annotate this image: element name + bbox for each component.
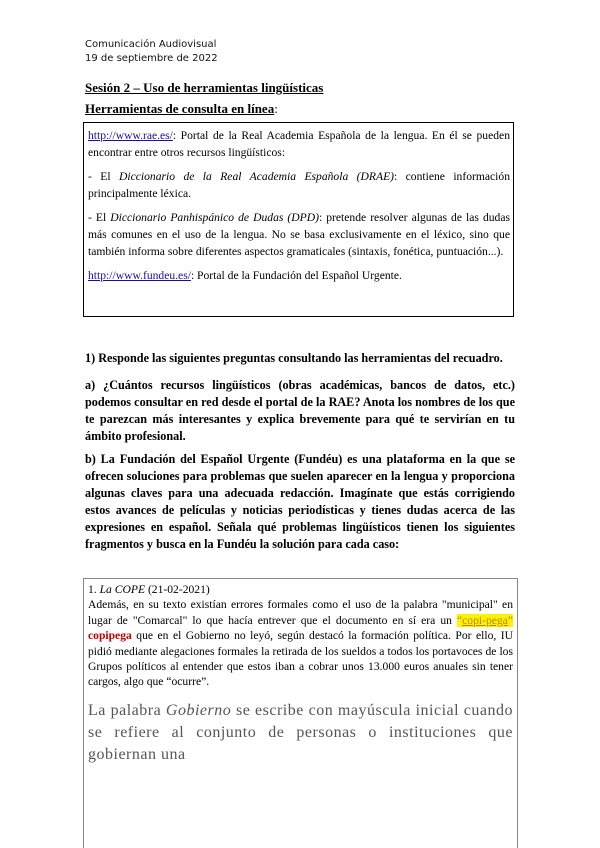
excerpt-text-after: que en el Gobierno no leyó, según destacó la formación política. Por ello, IU pidió mediante alegaciones formales la retirada de los sueldos a todos los portavoces de los Grupos políticos al entender que estos iban a cobrar unos 13.000 euros anuales sin tener cargos, algo que “ocurre”. (88, 629, 513, 689)
excerpt-number: 1. (88, 583, 97, 596)
excerpt-box (83, 578, 518, 848)
drae-name: Diccionario de la Real Academia Española (DRAE) (119, 170, 395, 183)
excerpt-source: La COPE (99, 583, 146, 596)
rae-paragraph (88, 127, 510, 161)
drae-paragraph (88, 168, 510, 202)
excerpt-text-before: Además, en su texto existían errores formales como el uso de la palabra "municipal" en lugar de "Comarcal" lo que hacía entrever que el documento en sí era un (88, 598, 513, 627)
answer-text (88, 700, 513, 766)
highlight-word: copi-pega (462, 613, 508, 627)
dpd-name: Diccionario Panhispánico de Dudas (DPD) (110, 211, 319, 224)
tools-heading (85, 101, 278, 117)
question-1-text: 1) Responde las siguientes preguntas consultando las herramientas del recuadro. (85, 351, 503, 365)
dpd-description: : pretende resolver algunas de las dudas más comunes en el uso de la lengua. No se basa exclusivamente en el léxico, sino que también informa sobre diferentes aspectos gramaticales (sintaxis, fonética, puntuación...). (88, 211, 510, 258)
fundeu-paragraph (88, 267, 510, 284)
drae-description: : contiene información principalmente léxica. (88, 170, 510, 200)
question-b-text: b) La Fundación del Español Urgente (Fundéu) es una plataforma en la que se ofrecen soluciones para problemas que suelen aparecer en la lengua y proporciona algunas claves para una adecuada redacción. Imagínate que estás corrigiendo estos avances de películas y noticias periodísticas y tienes dudas acerca de las expresiones en español. Señala qué problemas lingüísticos tienen los siguientes fragmentos y busca en la Fundéu la solución para cada caso: (85, 452, 515, 551)
question-b (85, 451, 515, 553)
highlight-open-quote: “ (456, 613, 463, 627)
highlighted-term (457, 614, 513, 627)
drae-prefix: - El (88, 170, 119, 183)
correction-word: copipega (88, 629, 132, 643)
session-title: Sesión 2 – Uso de herramientas lingüísticas (85, 80, 324, 95)
answer-prefix: La palabra (88, 701, 166, 719)
tools-heading-colon: : (274, 101, 278, 116)
dpd-paragraph (88, 209, 510, 260)
tools-box (83, 122, 514, 317)
document-header (85, 38, 218, 66)
rae-description: : Portal de la Real Academia Española de la lengua. En él se pueden encontrar entre otros recursos lingüísticos: (88, 129, 510, 159)
answer-word: Gobierno (165, 701, 232, 719)
question-a (85, 377, 515, 445)
rae-link[interactable]: http://www.rae.es/ (88, 129, 173, 142)
fundeu-link[interactable]: http://www.fundeu.es/ (88, 269, 191, 282)
excerpt-date: (21-02-2021) (147, 583, 210, 596)
highlight-close-quote: ” (507, 613, 513, 627)
tools-heading-text: Herramientas de consulta en línea (85, 101, 275, 116)
answer-body: se escribe con mayúscula inicial cuando se refiere al conjunto de personas o instituciones que gobiernan una (88, 701, 513, 763)
question-1 (85, 350, 515, 367)
dpd-prefix: - El (88, 211, 111, 224)
excerpt-body (88, 597, 513, 689)
question-a-text: a) ¿Cuántos recursos lingüísticos (obras académicas, bancos de datos, etc.) podemos consultar en red desde el portal de la RAE? Anota los nombres de los que te parezcan más interesantes y explica brevemente para qué te servirían en tu ámbito profesional. (85, 378, 515, 443)
document-date: 19 de septiembre de 2022 (85, 53, 218, 64)
fundeu-description: : Portal de la Fundación del Español Urgente. (190, 269, 402, 282)
excerpt-heading (88, 582, 513, 597)
course-name: Comunicación Audiovisual (85, 39, 217, 50)
